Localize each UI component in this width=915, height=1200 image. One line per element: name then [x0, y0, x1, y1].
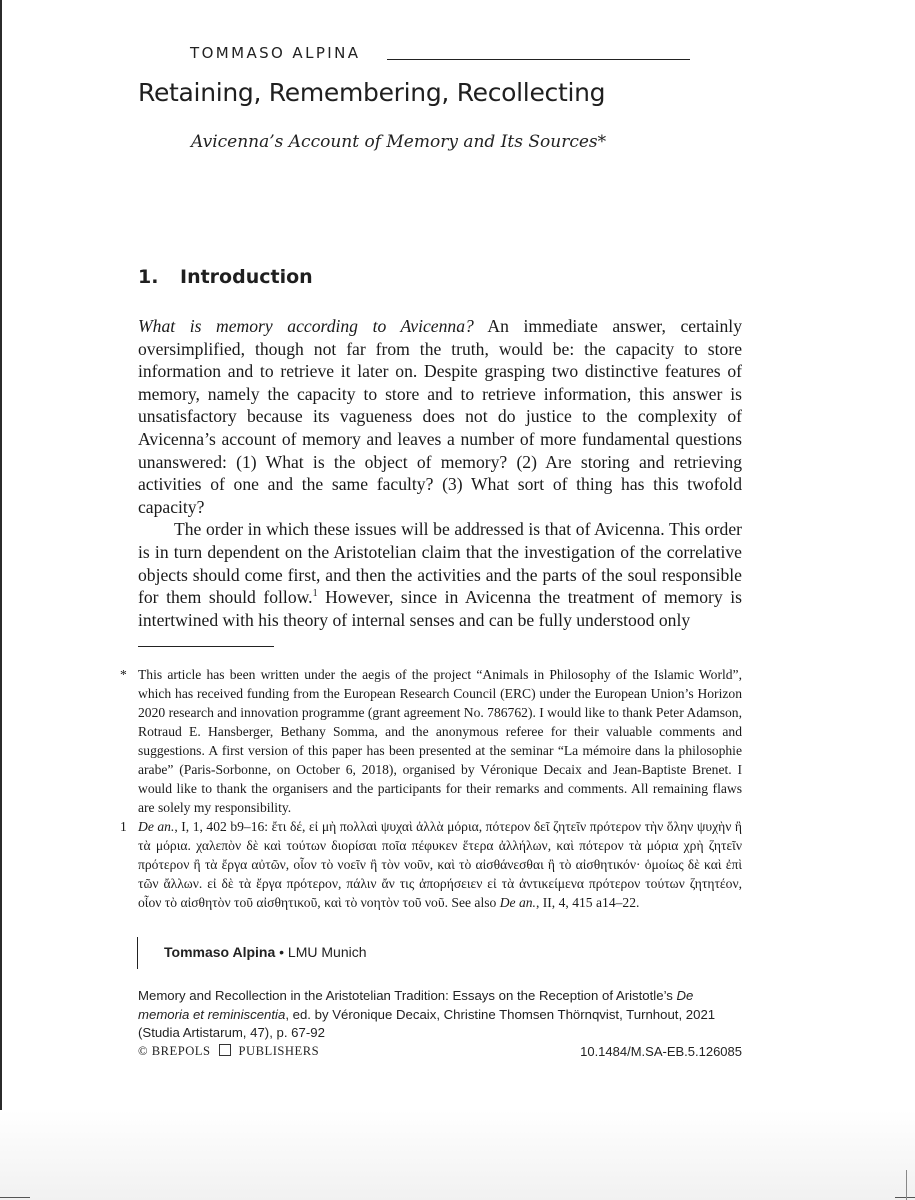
section-title: Introduction	[180, 266, 313, 288]
crop-mark-vertical	[906, 1170, 907, 1200]
footnote-separator	[138, 646, 274, 647]
author-affiliation	[164, 944, 367, 960]
citation-part-2: , ed. by Véronique Decaix, Christine Thomsen Thörnqvist, Turnhout, 2021 (Studia Artistarum, 47), p. 67-92	[138, 1006, 716, 1041]
affiliation-separator: •	[275, 944, 288, 960]
footnote-1-ref2: De an.	[499, 895, 536, 910]
doi-link[interactable]: 10.1484/M.SA-EB.5.126085	[580, 1044, 742, 1059]
publisher-line	[138, 1044, 319, 1059]
affiliation-bar	[137, 937, 138, 969]
section-heading	[138, 266, 638, 288]
article-subtitle: Avicenna’s Account of Memory and Its Sources*	[191, 132, 607, 152]
footnote-star-text: This article has been written under the aegis of the project “Animals in Philosophy of the Islamic World”, which has received funding from the European Research Council (ERC) under the European Union’s Horizon 2020 research and innovation programme (grant agreement No. 786762). I would like to thank Peter Adamson, Rotraud E. Hansberger, Bethany Somma, and the anonymous referee for their valuable comments and suggestions. A first version of this paper has been presented at the seminar “La mémoire dans la philosophie arabe” (Paris-Sorbonne, on October 6, 2018), organised by Véronique Decaix and Jean-Baptiste Brenet. I would like to thank the organisers and the participants for their remarks and comments. All remaining flaws are solely my responsibility.	[138, 667, 743, 815]
paragraph-2-text-end: However, since in Avicenna the treatment of memory is intertwined with his theory of internal senses and can be fully understood only	[138, 587, 742, 630]
paragraph-2	[138, 518, 742, 631]
body-text	[138, 315, 742, 631]
footnote-1-text: , I, 1, 402 b9–16: ἔτι δέ, εἰ μὴ πολλαὶ ψυχαὶ ἀλλὰ μόρια, πότερον δεῖ ζητεῖν πρότερον τὴν ὅλην ψυχὴν ἢ τὰ μόρια. χαλεπὸν δὲ καὶ τούτων διορίσαι ποῖα πέφυκεν ἕτερα ἀλλήλων, καὶ πότερον τὰ μόρια χρὴ ζητεῖν πρότερον ἢ τὰ ἔργα αὐτῶν, οἷον τὸ νοεῖν ἢ τὸν νοῦν, καὶ τὸ αἰσθάνεσθαι ἢ τὸ αἰσθητικόν· ὁμοίως δὲ καὶ ἐπὶ τῶν ἄλλων. εἰ δὲ τὰ ἔργα πρότερον, πάλιν ἄν τις ἀπορήσειεν εἰ τὰ ἀντικείμενα πρότερον τούτων ζητητέον, οἷον τὸ αἰσθητὸν τοῦ αἰσθητικοῦ, καὶ τὸ νοητὸν τοῦ νοῦ. See also	[138, 819, 742, 910]
copyright-brepols: © BREPOLS	[138, 1044, 211, 1058]
footnotes	[114, 665, 742, 912]
affiliation-name: Tommaso Alpina	[164, 944, 276, 960]
article-title: Retaining, Remembering, Recollecting	[138, 78, 606, 107]
volume-citation	[138, 987, 742, 1043]
affiliation-institution: LMU Munich	[287, 944, 367, 960]
crop-mark-right	[895, 1197, 915, 1198]
footnote-star-mark: *	[120, 667, 127, 682]
opening-question: What is memory according to Avicenna?	[138, 316, 474, 336]
footnote-1-text-end: , II, 4, 415 a14–22.	[535, 895, 640, 910]
citation-italic-title: De memoria et reminiscentia	[138, 988, 694, 1022]
footnote-1	[114, 817, 742, 912]
page-edge-rule	[0, 0, 2, 1200]
footnote-star	[114, 665, 742, 817]
paragraph-1-text: An immediate answer, certainly oversimplified, though not far from the truth, would be: the capacity to store information and to retrieve it later on. Despite grasping two distinctive features of memory, namely the capacity to store and to retrieve information, this answer is unsatisfactory because its vagueness does not do justice to the complexity of Avicenna’s account of memory and leaves a number of more fundamental questions unanswered: (1) What is the object of memory? (2) Are storing and retrieving activities of one and the same faculty? (3) What sort of thing has this twofold capacity?	[138, 316, 742, 517]
footnote-ref-1[interactable]: 1	[312, 588, 318, 600]
paragraph-2-text-start: The order in which these issues will be addressed is that of Avicenna. This order is in turn dependent on the Aristotelian claim that the investigation of the correlative objects should come first, and then the activities and the parts of the soul responsible for them should follow.	[138, 519, 742, 608]
paragraph-1	[138, 315, 742, 518]
running-head-author: TOMMASO ALPINA	[190, 44, 361, 62]
citation-part-1: Memory and Recollection in the Aristotelian Tradition: Essays on the Reception of Aristotle’s	[138, 988, 677, 1003]
section-number: 1.	[138, 266, 159, 288]
brepols-logo-icon	[219, 1044, 231, 1056]
footnote-1-ref: De an.	[138, 819, 175, 834]
footnote-1-mark: 1	[120, 819, 127, 834]
publishers-label: PUBLISHERS	[238, 1044, 320, 1058]
running-head-rule	[387, 59, 690, 60]
page-bottom-shadow	[0, 1110, 915, 1200]
crop-mark-left	[0, 1197, 30, 1198]
